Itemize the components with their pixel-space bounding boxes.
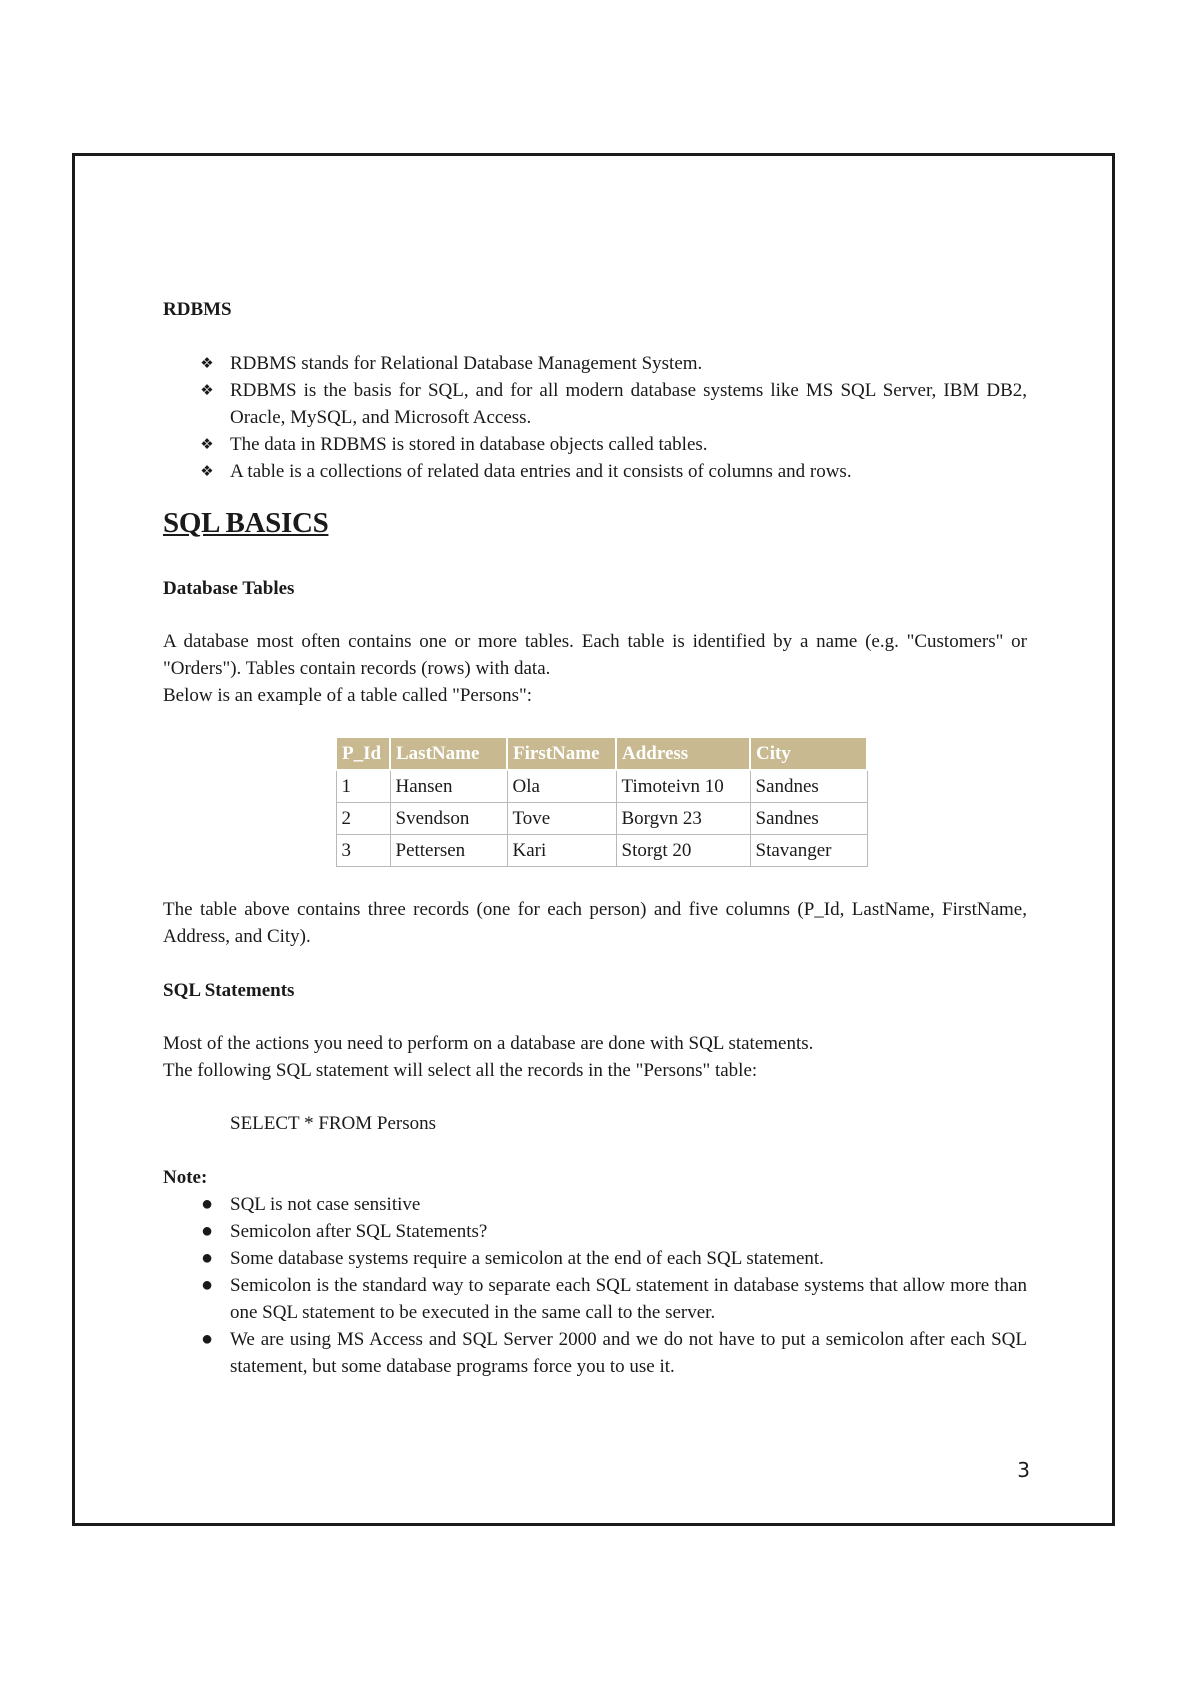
table-cell: Borgvn 23 [616,803,750,835]
list-item: ❖ RDBMS stands for Relational Database Management System. [163,350,1027,377]
persons-table [335,736,868,867]
table-cell: 2 [336,803,390,835]
persons-intro-text: Below is an example of a table called "Persons": [163,685,533,706]
table-row [336,770,867,803]
sql-statements-line-2: The following SQL statement will select all the records in the "Persons" table: [163,1060,758,1081]
table-cell: Hansen [390,770,507,803]
diamond-bullet-icon: ❖ [200,462,214,480]
list-item: ● Semicolon is the standard way to separate each SQL statement in database systems that allow more than one SQL statement to be executed in the same call to the server. [163,1272,1027,1326]
table-cell: Sandnes [750,803,867,835]
column-header: City [750,737,867,770]
table-cell: Kari [507,835,616,867]
bullet-dot-icon: ● [200,1220,214,1242]
table-cell: Storgt 20 [616,835,750,867]
table-cell: Pettersen [390,835,507,867]
table-cell: Ola [507,770,616,803]
rdbms-bullet-list [163,350,1027,485]
list-item: ● SQL is not case sensitive [163,1191,1027,1218]
bullet-dot-icon: ● [200,1247,214,1269]
bullet-dot-icon: ● [200,1274,214,1296]
table-header-row [336,737,867,770]
list-item: ● Some database systems require a semicolon at the end of each SQL statement. [163,1245,1027,1272]
page-number: 3 [1017,1458,1030,1482]
table-cell: Sandnes [750,770,867,803]
table-row [336,835,867,867]
bullet-dot-icon: ● [200,1328,214,1350]
list-item: ❖ A table is a collections of related data entries and it consists of columns and rows. [163,458,1027,485]
table-cell: 1 [336,770,390,803]
list-item: ● Semicolon after SQL Statements? [163,1218,1027,1245]
list-item: ❖ RDBMS is the basis for SQL, and for all modern database systems like MS SQL Server, IBM DB2, Oracle, MySQL, and Microsoft Access. [163,377,1027,431]
table-description: The table above contains three records (one for each person) and five columns (P_Id, LastName, FirstName, Address, and City). [163,899,1027,947]
database-tables-paragraph: A database most often contains one or more tables. Each table is identified by a name (e.g. "Customers" or "Orders"). Tables contain records (rows) with data. [163,631,1027,679]
table-cell: Stavanger [750,835,867,867]
diamond-bullet-icon: ❖ [200,435,214,453]
table-cell: Svendson [390,803,507,835]
list-item: ● We are using MS Access and SQL Server 2000 and we do not have to put a semicolon after each SQL statement, but some database programs force you to use it. [163,1326,1027,1380]
sql-basics-heading: SQL BASICS [163,507,329,539]
list-item: ❖ The data in RDBMS is stored in database objects called tables. [163,431,1027,458]
column-header: LastName [390,737,507,770]
table-cell: Timoteivn 10 [616,770,750,803]
bullet-dot-icon: ● [200,1193,214,1215]
column-header: P_Id [336,737,390,770]
database-tables-heading: Database Tables [163,578,295,599]
diamond-bullet-icon: ❖ [200,381,214,399]
sql-statements-line-1: Most of the actions you need to perform on a database are done with SQL statements. [163,1033,814,1054]
table-row [336,803,867,835]
sql-code-example: SELECT * FROM Persons [230,1113,437,1134]
note-bullet-list [163,1191,1027,1380]
column-header: Address [616,737,750,770]
sql-statements-heading: SQL Statements [163,980,295,1001]
column-header: FirstName [507,737,616,770]
table-cell: 3 [336,835,390,867]
diamond-bullet-icon: ❖ [200,354,214,372]
note-heading: Note: [163,1167,208,1188]
table-cell: Tove [507,803,616,835]
rdbms-heading: RDBMS [163,299,232,320]
